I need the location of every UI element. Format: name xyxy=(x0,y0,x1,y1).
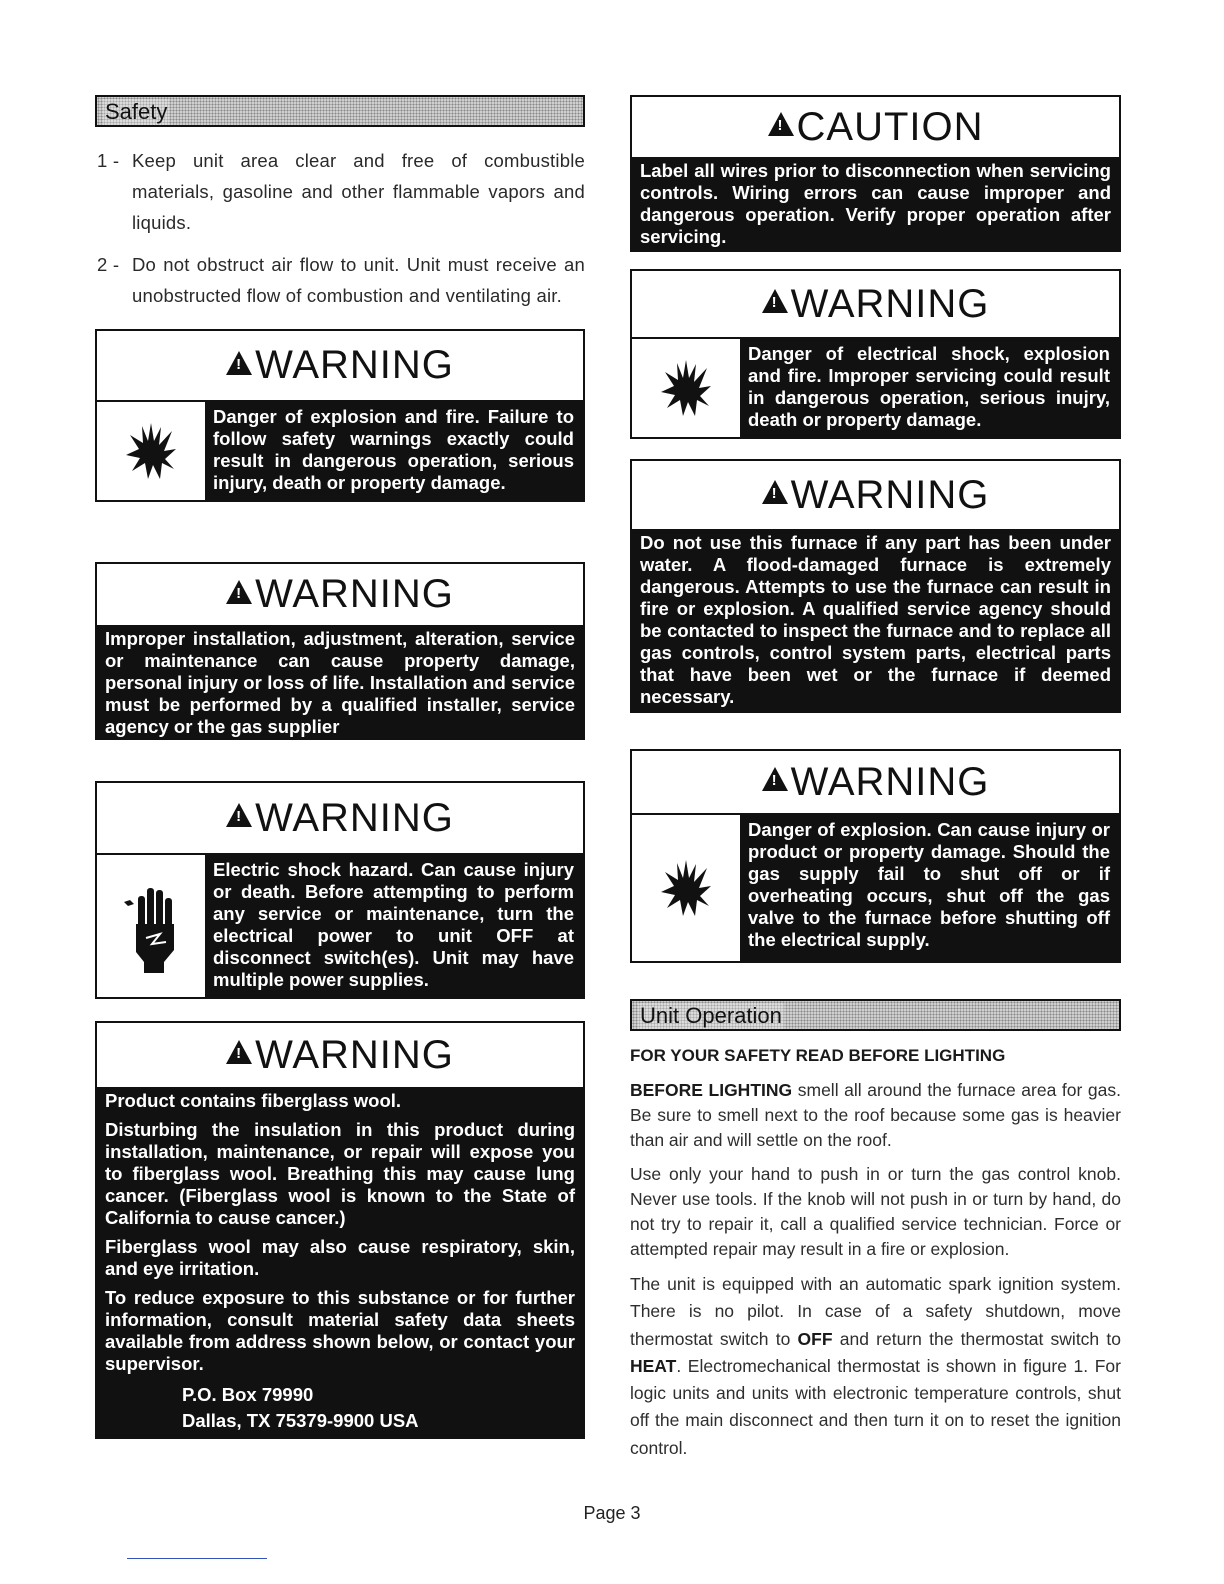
safety-heading-bar xyxy=(95,95,585,127)
warning-box-electrical-shock xyxy=(630,269,1121,439)
warning-box-gas-shutoff xyxy=(630,749,1121,963)
right-column xyxy=(630,95,1121,1462)
warning-row xyxy=(97,400,583,500)
warning-paragraph: Product contains fiberglass wool. xyxy=(105,1090,402,1111)
warning-title xyxy=(632,461,1119,529)
warning-text: Danger of explosion and fire. Failure to follow safety warnings exactly could result in dangerous operation, serious injury, death or property damage. xyxy=(205,402,583,500)
safety-subheading: FOR YOUR SAFETY READ BEFORE LIGHTING xyxy=(630,1046,1006,1065)
unit-operation-heading: Unit Operation xyxy=(640,1003,782,1028)
warning-triangle-icon xyxy=(226,351,252,375)
warning-triangle-icon xyxy=(226,1040,252,1064)
warning-title-text: WARNING xyxy=(255,572,454,616)
warning-row xyxy=(632,813,1119,961)
paragraph-text: . Electromechanical thermostat is shown in figure 1. For logic units and units with electronic temperature controls, shut off the main disconnect and then turn it on to reset the ignition control. xyxy=(630,1355,1121,1458)
explosion-icon xyxy=(632,339,740,437)
paragraph xyxy=(630,1078,1121,1153)
caution-box-wiring xyxy=(630,95,1121,252)
electric-shock-hand-icon xyxy=(97,855,205,997)
warning-title-text: WARNING xyxy=(790,472,990,517)
paragraph: Use only your hand to push in or turn the gas control knob. Never use tools. If the knob will not push in or turn by hand, do not try to repair it, call a qualified service technician. Force or attempted repair may result in a fire or explosion. xyxy=(630,1164,1121,1259)
warning-row xyxy=(632,337,1119,437)
warning-box-flood-damage xyxy=(630,459,1121,713)
warning-triangle-icon xyxy=(768,112,794,136)
heat-keyword: HEAT xyxy=(630,1355,677,1376)
warning-title-text: WARNING xyxy=(255,795,454,840)
safety-list xyxy=(95,145,585,311)
safety-heading: Safety xyxy=(105,99,168,124)
paragraph-text: The unit is equipped with an automatic spark ignition system. There is no pilot. In case of a safety shutdown, move thermostat switch to xyxy=(630,1274,1121,1349)
warning-text: Electric shock hazard. Can cause injury or death. Before attempting to perform any service or maintenance, turn the electrical power to unit OFF at disconnect switch(es). Unit may have multiple power supplies. xyxy=(205,855,583,997)
paragraph-text: and return the thermostat switch to xyxy=(832,1328,1121,1349)
list-item xyxy=(95,145,585,238)
warning-triangle-icon xyxy=(762,289,788,313)
list-number: 1 - xyxy=(97,150,120,171)
caution-text: Label all wires prior to disconnection when servicing controls. Wiring errors can cause improper and dangerous operation. Verify proper operation after servicing. xyxy=(632,157,1119,250)
warning-triangle-icon xyxy=(762,767,788,791)
list-item xyxy=(95,249,585,311)
warning-triangle-icon xyxy=(226,803,252,827)
warning-box-improper-installation xyxy=(95,562,585,740)
warning-paragraph: Fiberglass wool may also cause respiratory, skin, and eye irritation. xyxy=(105,1236,575,1279)
explosion-icon xyxy=(97,402,205,500)
warning-row xyxy=(97,853,583,997)
address-line: Dallas, TX 75379-9900 USA xyxy=(182,1410,419,1431)
warning-text: Improper installation, adjustment, alteration, service or maintenance can cause property damage, personal injury or loss of life. Installation and service must be performed by a qualified installer, service agency or the gas supplier xyxy=(97,625,583,738)
warning-triangle-icon xyxy=(762,480,788,504)
warning-text: Danger of explosion. Can cause injury or product or property damage. Should the gas supply fail to shut off or if overheating occurs, shut off the gas valve to the furnace before shutting off the electrical supply. xyxy=(740,815,1119,961)
list-text: Do not obstruct air flow to unit. Unit must receive an unobstructed flow of combustion and ventilating air. xyxy=(132,254,585,306)
page-number: Page 3 xyxy=(583,1503,641,1523)
warning-text: Danger of electrical shock, explosion and fire. Improper servicing could result in dangerous operation, serious inujry, death or property damage. xyxy=(740,339,1119,437)
warning-triangle-icon xyxy=(226,580,252,604)
warning-title-text: WARNING xyxy=(255,1032,454,1077)
list-number: 2 - xyxy=(97,254,120,275)
warning-title-text: WARNING xyxy=(790,759,990,804)
caution-title xyxy=(632,97,1119,157)
paragraph-text: smell all around the furnace area for gas. Be sure to smell next to the roof because some gas is heavier than air and will settle on the roof. xyxy=(630,1080,1121,1150)
warning-title xyxy=(632,271,1119,337)
warning-text: Do not use this furnace if any part has been under water. A flood-damaged furnace is extremely dangerous. Attempts to use the furnace can result in fire or explosion. A qualified service agency should be contacted to inspect the furnace and to replace all gas controls, control system parts, electrical parts that have been wet or the furnace if deemed necessary. xyxy=(632,529,1119,711)
warning-box-explosion-fire xyxy=(95,329,585,502)
address-line: P.O. Box 79990 xyxy=(182,1384,314,1405)
warning-text-block xyxy=(97,1087,583,1437)
warning-title xyxy=(97,1023,583,1087)
warning-title-text: WARNING xyxy=(255,343,454,387)
explosion-icon xyxy=(632,815,740,961)
warning-paragraph: To reduce exposure to this substance or for further information, consult material safety data sheets available from address shown below, or contact your supervisor. xyxy=(105,1287,575,1374)
warning-box-fiberglass xyxy=(95,1021,585,1439)
warning-box-electric-shock xyxy=(95,781,585,999)
footer-divider xyxy=(127,1558,267,1559)
warning-paragraph: Disturbing the insulation in this product during installation, maintenance, or repair will expose you to fiberglass wool. Breathing this may cause lung cancer. (Fiberglass wool is known to the State of California to cause cancer.) xyxy=(105,1119,575,1228)
off-keyword: OFF xyxy=(797,1328,833,1349)
warning-title xyxy=(97,783,583,853)
warning-title-text: WARNING xyxy=(790,281,990,326)
warning-title xyxy=(97,564,583,625)
unit-operation-heading-bar xyxy=(630,999,1121,1031)
list-text: Keep unit area clear and free of combustible materials, gasoline and other flammable vapors and liquids. xyxy=(132,150,585,233)
warning-title xyxy=(97,331,583,400)
before-lighting-lead: BEFORE LIGHTING xyxy=(630,1080,793,1100)
paragraph xyxy=(630,1271,1121,1462)
left-column xyxy=(95,95,585,1439)
caution-title-text: CAUTION xyxy=(796,104,984,149)
warning-title xyxy=(632,751,1119,813)
